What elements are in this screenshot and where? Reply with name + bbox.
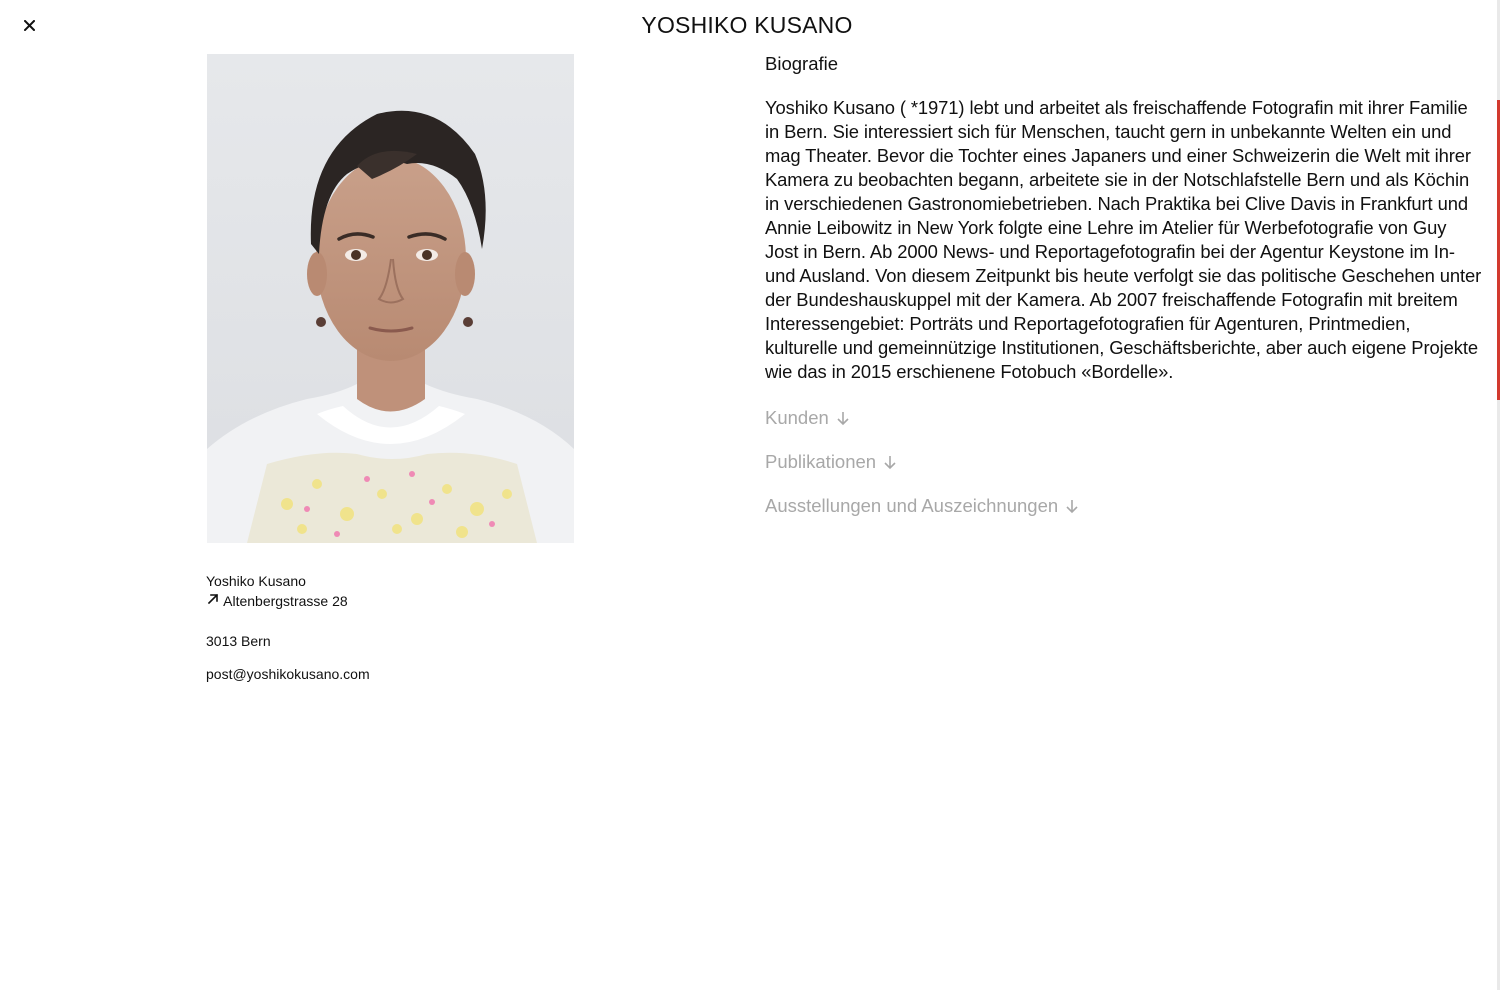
contact-street: Altenbergstrasse 28 (223, 593, 348, 609)
contact-info (206, 571, 370, 684)
arrow-up-right-icon (206, 592, 220, 606)
contact-name: Yoshiko Kusano (206, 573, 306, 589)
arrow-down-icon (835, 410, 851, 426)
toggle-kunden-label: Kunden (765, 407, 829, 428)
toggle-publikationen-label: Publikationen (765, 451, 877, 472)
contact-city: 3013 Bern (206, 633, 271, 649)
contact-email-link[interactable]: post@yoshikokusano.com (206, 666, 370, 682)
address-link[interactable] (206, 591, 370, 611)
biography-heading: Biografie (765, 53, 839, 74)
biography-text: Yoshiko Kusano ( *1971) lebt und arbeitet als freischaffende Fotografin mit ihrer Familie in Bern. Sie interessiert sich für Menschen, taucht gern in unbekannte Welten ein und mag Theater. Bevor die Tochter eines Japaners und einer Schweizerin die Welt mit ihrer Kamera zu beobachten begann, arbeitete sie in der Notschlafstelle Bern und als Köchin in verschiedenen Gastronomiebetrieben. Nach Praktika bei Clive Davis in Frankfurt und Annie Leibowitz in New York folgte eine Lehre im Atelier für Werbefotografie von Guy Jost in Bern. Ab 2000 News- und Reportagefotografin bei der Agentur Keystone im In- und Ausland. Von diesem Zeitpunkt bis heute verfolgt sie das politische Geschehen unter der Bundeshauskuppel mit der Kamera. Ab 2007 freischaffende Fotografin mit breitem Interessengebiet: Porträts und Reportagefotografien für Agenturen, Printmedien, kulturelle und gemeinnützige Institutionen, Geschäftsberichte, aber auch eigene Projekte wie das in 2015 erschienene Fotobuch «Bordelle». (765, 97, 1482, 382)
portrait-photo (207, 54, 574, 543)
toggle-ausstellungen[interactable] (765, 494, 1080, 518)
page-title: YOSHIKO KUSANO (641, 12, 853, 38)
arrow-down-icon (882, 454, 898, 470)
biography-section (765, 52, 1483, 518)
toggle-kunden[interactable] (765, 406, 851, 430)
toggle-publikationen[interactable] (765, 450, 898, 474)
toggle-ausstellungen-label: Ausstellungen und Auszeichnungen (765, 495, 1059, 516)
arrow-down-icon (1064, 498, 1080, 514)
portrait-illustration (207, 54, 574, 543)
